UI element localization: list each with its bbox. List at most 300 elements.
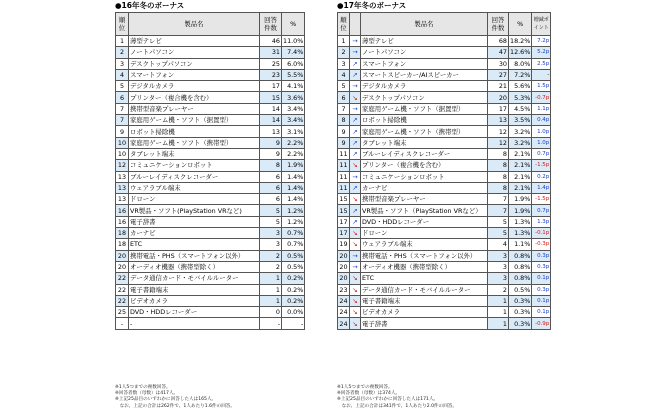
product-name-cell: 家庭用ゲーム機・ソフト（携帯型） [129,137,260,148]
count-cell: 31 [260,47,282,58]
percent-cell: - [282,318,305,329]
trend-cell [350,284,361,295]
count-cell: 2 [488,284,509,295]
bonus-2016-panel [115,0,305,330]
percent-cell: 5.3% [509,92,532,103]
table-row [338,216,551,227]
product-name-cell: オーディオ機器（携帯型除く） [129,261,260,272]
percent-cell: 1.3% [509,216,532,227]
product-name-cell: ETC [129,239,260,250]
trend-cell [350,273,361,284]
table-row [338,171,551,182]
rank-cell: 20 [339,263,348,272]
rank-cell: 6 [116,92,129,103]
table-row [116,239,305,250]
product-name-cell: ブルーレイディスクレコーダー [129,171,260,182]
product-name-cell: - [129,318,260,329]
delta-points-cell: 5.2p [532,47,551,58]
product-name-cell: タブレット端末 [129,148,260,159]
trend-cell [350,160,361,171]
percent-cell: 0.7% [282,228,305,239]
note-line: ※上記25品目のいずれかに回答した人は171人。 [337,397,439,403]
trend-up-arrow-icon: ↗ [352,127,358,136]
rank-cell: 24 [339,319,348,328]
count-cell: - [260,318,282,329]
count-cell: 12 [488,126,509,137]
table-header-row [116,13,305,36]
trend-cell [350,148,361,159]
percent-cell: 3.4% [282,103,305,114]
product-name-cell: ドローン [361,228,488,239]
percent-cell: 2.1% [509,182,532,193]
trend-cell [350,307,361,318]
table-row [338,284,551,295]
trend-down-arrow-icon: ↘ [352,93,358,102]
percent-cell: 0.2% [282,273,305,284]
table-body [338,36,551,330]
count-cell: 47 [488,47,509,58]
trend-down-arrow-icon: ↘ [352,319,358,328]
trend-cell [350,194,361,205]
percent-cell: 2.1% [509,160,532,171]
count-cell: 8 [260,160,282,171]
notes-2016 [115,385,235,410]
rank-cell: 4 [116,69,129,80]
percent-cell: 1.9% [509,205,532,216]
rank-cell: 11 [339,184,348,192]
count-cell: 8 [488,171,509,182]
percent-cell: 8.0% [509,58,532,69]
header-count: 回答件数 [260,13,282,36]
note-line: ※1人5つまでの複数回答。 [115,385,171,390]
product-name-cell: ETC [361,273,488,284]
product-name-cell: 携帯型音楽プレーヤー [129,103,260,114]
count-cell: 5 [488,216,509,227]
count-cell: 2 [260,261,282,272]
count-cell: 14 [260,103,282,114]
percent-cell: 2.2% [282,148,305,159]
rank-cell: 16 [116,216,129,227]
count-cell: 13 [260,126,282,137]
rank-cell: 2 [338,47,350,58]
rank-cell: 4 [338,69,350,80]
table-row [116,318,305,329]
rank-cell: 13 [116,194,129,205]
count-cell: 1 [260,273,282,284]
percent-cell: 18.2% [510,37,531,46]
count-cell: 9 [260,137,282,148]
trend-down-arrow-icon: ↘ [352,285,358,294]
count-cell: 3 [488,273,509,284]
trend-cell [350,103,361,114]
count-cell: 0 [260,307,282,318]
rank-cell: 3 [338,58,350,69]
delta-points-cell: 0.3p [532,284,551,295]
delta-points-cell: 0.2p [532,171,551,182]
rank-cell: 3 [116,58,129,69]
count-cell: 5 [488,228,509,239]
table-row [116,216,305,227]
product-name-cell: プリンター（複合機を含む） [129,92,260,103]
trend-up-arrow-icon: ↗ [352,184,358,192]
product-name-cell: ブルーレイディスクレコーダー [361,148,488,159]
table-body [116,36,305,330]
percent-cell: 7.2% [509,69,532,80]
percent-cell: 0.8% [509,261,532,272]
rank-cell: 17 [339,229,348,238]
rank-cell: 6 [338,92,350,103]
trend-cell [350,126,361,137]
product-name-cell: ドローン [129,194,260,205]
table-row [338,69,551,80]
percent-cell: 0.5% [509,284,532,295]
note-line: なお、上記の合計は341件で、1人あたり2.0件の回答。 [337,403,457,409]
delta-points-cell: 0.7p [532,148,551,159]
trend-cell [350,239,361,250]
table-row [338,261,551,272]
table-row [338,92,551,103]
trend-cell [350,228,361,239]
table-row [338,307,551,318]
percent-cell: 5.5% [282,69,305,80]
panel-title: ●17年冬のボーナス [337,1,407,10]
percent-cell: 0.7% [282,239,305,250]
count-cell: 68 [488,36,509,47]
trend-cell [350,115,361,126]
table-row [338,205,551,216]
table-row [338,250,551,261]
table-row [116,126,305,137]
trend-up-arrow-icon: ↗ [352,116,358,125]
delta-points-cell: -0.9p [532,318,551,329]
count-cell: 46 [260,36,282,47]
table-row [338,115,551,126]
delta-points-cell: 0.4p [532,115,551,126]
panel-title: ●16年冬のボーナス [115,1,185,10]
header-delta: 増減ポイント [532,13,551,36]
rank-cell: 10 [116,148,129,159]
percent-cell: 1.4% [282,194,305,205]
delta-points-cell: 0.1p [532,295,551,306]
table-row [116,47,305,58]
rank-cell: 10 [116,137,129,148]
count-cell: 3 [488,261,509,272]
table-row [338,58,551,69]
rank-cell: 22 [116,295,129,306]
delta-points-cell: 0.7p [532,205,551,216]
rank-cell: 13 [116,182,129,193]
trend-cell [350,295,361,306]
delta-points-cell: 1.5p [532,81,551,92]
rank-cell: 25 [116,307,129,318]
rank-cell: 12 [116,160,129,171]
table-header-row [338,13,551,36]
table-row [116,137,305,148]
rank-cell: 7 [116,103,129,114]
trend-cell [350,216,361,227]
product-name-cell: 携帯型音楽プレーヤー [361,194,488,205]
trend-cell [350,171,361,182]
rank-cell: 23 [339,285,348,294]
rank-cell: 13 [116,171,129,182]
percent-cell: 1.4% [282,171,305,182]
percent-cell: 1.1% [509,239,532,250]
delta-points-cell: 2.5p [532,58,551,69]
count-cell: 8 [488,148,509,159]
table-row [338,160,551,171]
product-name-cell: 家庭用ゲーム機・ソフト（据置型） [361,103,488,114]
percent-cell: 0.5% [282,261,305,272]
count-cell: 15 [260,92,282,103]
trend-up-arrow-icon: ↗ [352,71,358,80]
product-name-cell: ビデオカメラ [129,295,260,306]
count-cell: 5 [260,205,282,216]
header-count: 回答件数 [488,13,509,36]
percent-cell: 3.6% [282,92,305,103]
delta-points-cell: 1.3p [532,216,551,227]
trend-cell [350,47,361,58]
rank-cell: 5 [116,81,129,92]
delta-points-cell: 1.0p [532,137,551,148]
table-row [116,295,305,306]
note-line: ※回答者数（母数）は374人。 [337,391,401,397]
count-cell: 27 [488,69,509,80]
percent-cell: 0.2% [282,295,305,306]
percent-cell: 0.8% [509,273,532,284]
header-rank: 順位 [116,13,129,36]
delta-points-cell: 0.1p [532,273,551,284]
trend-down-arrow-icon: ↘ [352,161,358,170]
table-row [116,194,305,205]
product-name-cell: データ通信カード・モバイルルーター [129,273,260,284]
product-name-cell: 携帯電話・PHS（スマートフォン以外） [129,250,260,261]
rank-cell: 19 [339,240,348,249]
trend-cell [350,205,361,216]
product-name-cell: コミュニケーションロボット [129,160,260,171]
trend-flat-arrow-icon: → [352,48,358,57]
table-row [116,36,305,47]
percent-cell: 3.2% [509,137,532,148]
percent-cell: 2.2% [282,137,305,148]
count-cell: 6 [260,194,282,205]
table-row [338,273,551,284]
percent-cell: 5.6% [509,81,532,92]
trend-flat-arrow-icon: → [352,263,358,272]
trend-down-arrow-icon: ↘ [352,240,358,249]
note-line: ※回答者数（母数）は417人。 [115,391,179,397]
trend-flat-arrow-icon: → [352,82,358,91]
count-cell: 9 [260,148,282,159]
table-row [116,250,305,261]
count-cell: 8 [488,182,509,193]
table-row [116,148,305,159]
delta-points-cell: 1.0p [532,126,551,137]
rank-cell: 22 [116,284,129,295]
rank-cell: 9 [116,126,129,137]
product-name-cell: デジタルカメラ [129,81,260,92]
product-name-cell: ウェアラブル端末 [361,239,488,250]
notes-2017 [337,385,457,410]
percent-cell: 3.4% [282,115,305,126]
product-name-cell: VR製品・ソフト（PlayStation VRなど） [361,205,488,216]
rank-cell: 8 [338,115,350,126]
product-name-cell: 電子書籍端末 [361,295,488,306]
table-row [338,295,551,306]
product-name-cell: ノートパソコン [361,47,488,58]
trend-down-arrow-icon: ↘ [352,229,358,238]
trend-cell [350,318,361,329]
trend-cell [350,58,361,69]
trend-cell [350,36,361,47]
count-cell: 23 [260,69,282,80]
trend-up-arrow-icon: ↗ [352,206,358,215]
table-row [338,47,551,58]
count-cell: 6 [260,171,282,182]
percent-cell: 3.5% [509,115,532,126]
product-name-cell: 携帯電話・PHS（スマートフォン以外） [361,250,488,261]
header-name: 製品名 [129,13,260,36]
header-name: 製品名 [361,13,488,36]
rank-cell: 7 [338,103,350,114]
table-row [116,58,305,69]
rank-cell: 1 [338,36,350,47]
table-row [116,103,305,114]
trend-up-arrow-icon: ↗ [352,59,358,68]
rank-cell: 15 [339,195,348,204]
count-cell: 1 [488,318,509,329]
count-cell: 14 [260,115,282,126]
table-row [116,171,305,182]
product-name-cell: 薄型テレビ [361,36,488,47]
product-name-cell: 電子書籍端末 [129,284,260,295]
trend-up-arrow-icon: ↗ [352,138,358,147]
table-row [338,148,551,159]
table-row [116,69,305,80]
rank-cell: 22 [116,273,129,284]
percent-cell: 3.2% [509,126,532,137]
percent-cell: 1.2% [282,216,305,227]
trend-cell [350,92,361,103]
count-cell: 4 [488,239,509,250]
percent-cell: 0.2% [282,284,305,295]
rank-cell: 11 [339,161,348,170]
rank-cell: 20 [339,274,348,283]
table-row [338,182,551,193]
percent-cell: 6.0% [282,58,305,69]
ranking-table-2016 [115,12,305,330]
product-name-cell: ノートパソコン [129,47,260,58]
product-name-cell: 家庭用ゲーム機・ソフト（携帯型） [361,126,488,137]
delta-points-cell: -1.5p [532,160,551,171]
delta-points-cell: 7.2p [532,36,551,47]
delta-points-cell: 0.1p [532,307,551,318]
product-name-cell: 電子辞書 [361,318,488,329]
rank-cell: 11 [339,172,348,181]
product-name-cell: スマートフォン [361,58,488,69]
bonus-2017-panel [337,0,551,330]
product-name-cell: 家庭用ゲーム機・ソフト（据置型） [129,115,260,126]
product-name-cell: 薄型テレビ [129,36,260,47]
delta-points-cell: 0.3p [532,261,551,272]
count-cell: 7 [488,205,509,216]
percent-cell: 1.2% [282,205,305,216]
table-row [338,137,551,148]
percent-cell: 1.3% [509,228,532,239]
header-pct: % [282,13,305,36]
count-cell: 5 [260,216,282,227]
rank-cell: 5 [338,81,350,92]
trend-up-arrow-icon: ↗ [352,150,358,159]
table-row [116,307,305,318]
table-row [116,160,305,171]
count-cell: 30 [488,58,509,69]
product-name-cell: データ通信カード・モバイルルーター [361,284,488,295]
table-row [116,284,305,295]
rank-cell: 20 [116,250,129,261]
table-row [116,115,305,126]
rank-cell: 15 [339,206,348,215]
percent-cell: 0.3% [509,307,532,318]
product-name-cell: オーディオ機器（携帯型除く） [361,261,488,272]
table-row [116,273,305,284]
percent-cell: 4.5% [509,103,532,114]
table-row [116,81,305,92]
product-name-cell: スマートフォン [129,69,260,80]
delta-points-cell: -0.3p [532,239,551,250]
count-cell: 1 [488,295,509,306]
product-name-cell: カーナビ [129,228,260,239]
count-cell: 1 [260,295,282,306]
product-name-cell: 電子辞書 [129,216,260,227]
table-row [116,92,305,103]
count-cell: 1 [260,284,282,295]
product-name-cell: ウェアラブル端末 [129,182,260,193]
table-row [116,182,305,193]
delta-points-cell: 1.4p [532,182,551,193]
rank-cell: 24 [339,296,348,305]
rank-cell: 11 [339,150,348,159]
count-cell: 3 [260,228,282,239]
count-cell: 17 [260,81,282,92]
table-row [338,194,551,205]
trend-cell [350,137,361,148]
rank-cell: 16 [116,205,129,216]
table-row [338,103,551,114]
product-name-cell: スマートスピーカー/AIスピーカー [361,69,488,80]
rank-cell: 7 [116,115,129,126]
trend-cell [350,261,361,272]
rank-cell: 24 [339,308,348,317]
percent-cell: 1.9% [282,160,305,171]
percent-cell: 1.4% [282,182,305,193]
rank-cell: 20 [116,261,129,272]
product-name-cell: DVD・HDDレコーダー [361,216,488,227]
trend-flat-arrow-icon: → [352,104,358,113]
product-name-cell: ロボット掃除機 [361,115,488,126]
percent-cell: 7.4% [282,47,305,58]
count-cell: 6 [260,182,282,193]
percent-cell: 0.3% [509,318,532,329]
trend-cell [350,250,361,261]
rank-cell: - [116,318,129,329]
rank-cell: 20 [339,251,348,260]
percent-cell: 0.8% [509,250,532,261]
product-name-cell: プリンター（複合機を含む） [361,160,488,171]
percent-cell: 12.6% [510,48,531,57]
count-cell: 12 [488,137,509,148]
count-cell: 13 [488,115,509,126]
table-row [338,36,551,47]
